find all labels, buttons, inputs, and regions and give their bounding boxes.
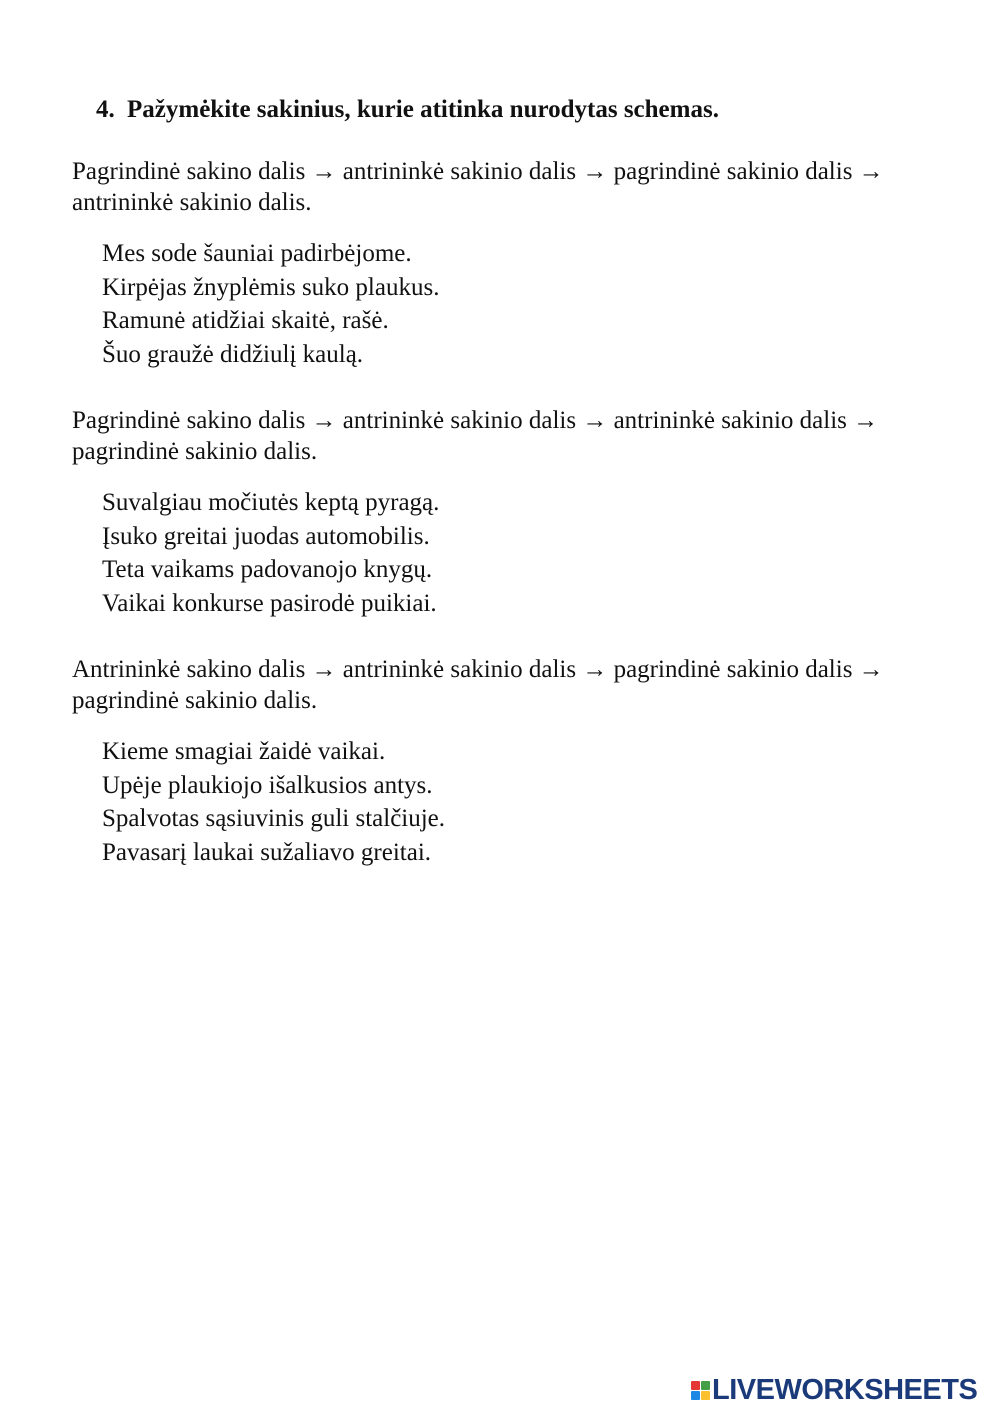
sentence-option[interactable]: Vaikai konkurse pasirodė puikiai.: [102, 589, 437, 617]
logo-square-red: [691, 1381, 700, 1390]
liveworksheets-logo: [691, 1374, 977, 1406]
liveworksheets-logo-icon: [691, 1381, 710, 1400]
logo-text: LIVEWORKSHEETS: [712, 1374, 978, 1406]
task-number: 4.: [96, 96, 115, 123]
sentence-option[interactable]: Ramunė atidžiai skaitė, rašė.: [102, 307, 389, 334]
task-heading: [96, 96, 719, 124]
scheme-1: Pagrindinė sakino dalis → antrininkė sakinio dalis → pagrindinė sakinio dalis → antrininkė sakinio dalis.: [72, 158, 884, 216]
sentence-option[interactable]: Spalvotas sąsiuvinis guli stalčiuje.: [102, 805, 446, 832]
logo-square-blue: [691, 1391, 700, 1400]
sentence-option[interactable]: Pavasarį laukai sužaliavo greitai.: [102, 838, 432, 866]
sentence-list-2: [102, 486, 439, 620]
sentence-option[interactable]: Suvalgiau močiutės keptą pyragą.: [102, 489, 440, 516]
task-title: Pažymėkite sakinius, kurie atitinka nurodytas schemas.: [127, 96, 719, 123]
sentence-list-1: [102, 237, 439, 371]
sentence-option[interactable]: Įsuko greitai juodas automobilis.: [102, 522, 430, 550]
logo-square-green: [701, 1381, 710, 1390]
sentence-list-3: [102, 735, 445, 869]
logo-square-yellow: [701, 1391, 710, 1400]
scheme-2: Pagrindinė sakino dalis → antrininkė sakinio dalis → antrininkė sakinio dalis → pagrindinė sakinio dalis.: [72, 407, 879, 465]
sentence-option[interactable]: Kirpėjas žnyplėmis suko plaukus.: [102, 273, 440, 301]
sentence-option[interactable]: Upėje plaukiojo išalkusios antys.: [102, 771, 433, 799]
scheme-3: Antrininkė sakino dalis → antrininkė sakinio dalis → pagrindinė sakinio dalis → pagrindinė sakinio dalis.: [72, 656, 884, 714]
sentence-option[interactable]: Teta vaikams padovanojo knygų.: [102, 556, 433, 583]
sentence-option[interactable]: Mes sode šauniai padirbėjome.: [102, 240, 412, 267]
sentence-option[interactable]: Kieme smagiai žaidė vaikai.: [102, 738, 386, 765]
sentence-option[interactable]: Šuo graužė didžiulį kaulą.: [102, 340, 364, 368]
